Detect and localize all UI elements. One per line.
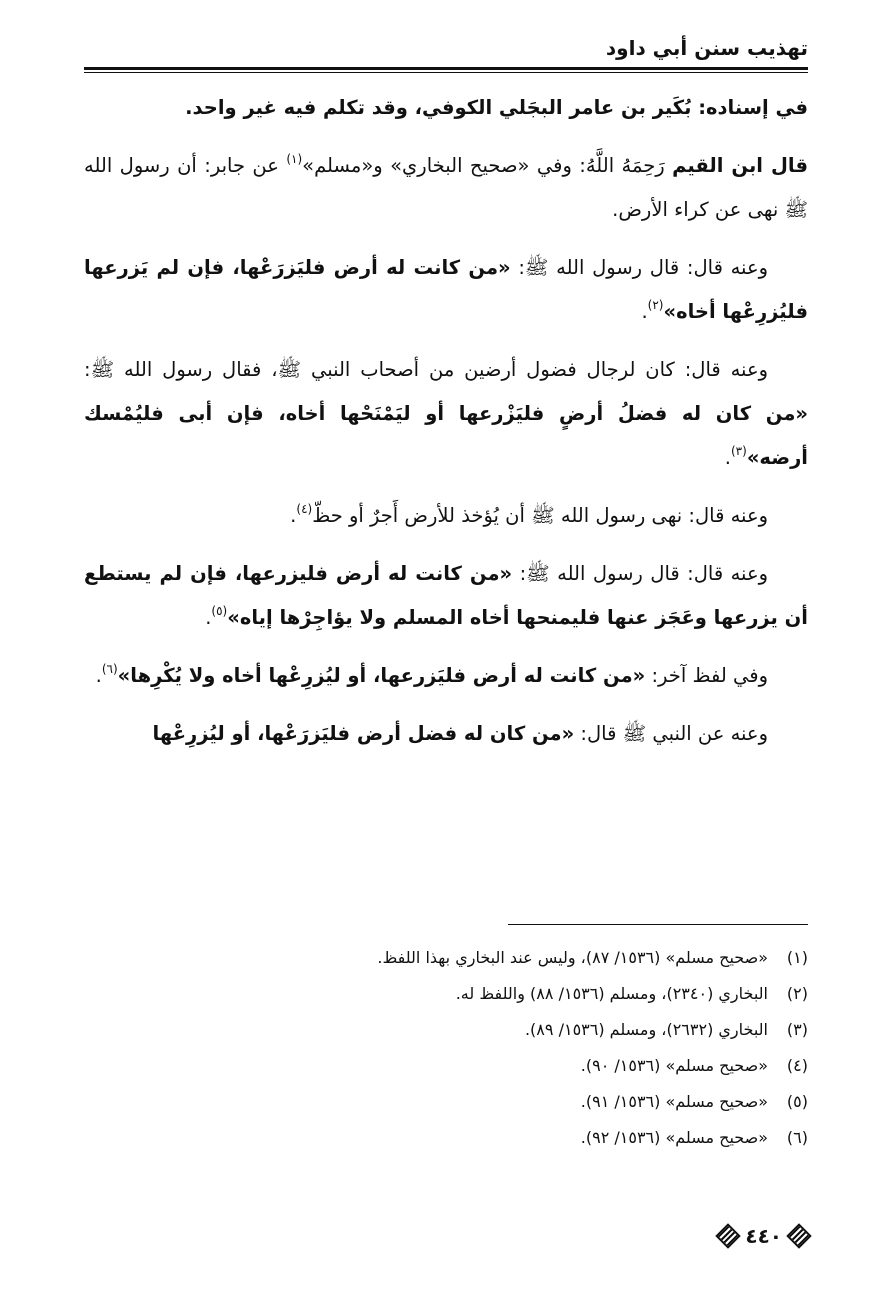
hadith-quote: «من كان له فضل أرض فليَزرَعْها، أو ليُزرِعْها	[152, 722, 575, 745]
page-footer	[719, 1222, 808, 1250]
footnote-2: (٢) البخاري (٢٣٤٠)، ومسلم (١٥٣٦/ ٨٨) واللفظ له.	[455, 984, 808, 1003]
geometric-ornament-icon	[716, 1223, 741, 1248]
paragraph-7: وفي لفظ آخر: «من كانت له أرض فليَزرعها، أو ليُزرِعْها أخاه ولا يُكْرِها»$^{(٦)}$.	[95, 662, 768, 687]
hadith-quote: «من كانت له أرض فليَزرعها، أو ليُزرِعْها أخاه ولا يُكْرِها»	[117, 664, 646, 687]
footnote-ref-2[interactable]: (٢)	[647, 298, 664, 312]
footnote-ref-1[interactable]: (١)	[286, 152, 303, 166]
page-number: ٤٤٠	[745, 1224, 782, 1248]
paragraph-5: وعنه قال: نهى رسول الله ﷺ أن يُؤخذ للأرض أَجرٌ أو حظّ$^{(٤)}$.	[290, 502, 768, 527]
footnote-separator	[508, 924, 808, 925]
footnote-ref-6[interactable]: (٦)	[101, 662, 118, 676]
header-rule-thin	[84, 72, 808, 73]
hadith-quote: «من كانت له أرض فليزرعها، فإن لم يستطع أن يزرعها وعَجَز عنها فليمنحها أخاه المسلم ولا يؤاجِرْها إياه»	[84, 562, 808, 629]
hadith-quote: «من كان له فضلُ أرضٍ فليَزْرعها أو ليَمْنَحْها أخاه، فإن أبى فليُمْسك أرضه»	[84, 402, 808, 469]
book-title: تهذيب سنن أبي داود	[605, 36, 808, 60]
footnote-ref-4[interactable]: (٤)	[296, 502, 313, 516]
paragraph-2: قال ابن القيم رَحِمَهُ اللَّهُ: وفي «صحيح البخاري» و«مسلم»$^{(١)}$ عن جابر: أن رسول الله ﷺ نهى عن كراء الأرض.	[84, 152, 809, 221]
paragraph-6: وعنه قال: قال رسول الله ﷺ: «من كانت له أرض فليزرعها، فإن لم يستطع أن يزرعها وعَجَز عنها فليمنحها أخاه المسلم ولا يؤاجِرْها إياه»$^{(٥)}$.	[84, 562, 808, 629]
paragraph-3: وعنه قال: قال رسول الله ﷺ: «من كانت له أرض فليَزرَعْها، فإن لم يَزرعها فليُزرِعْها أخاه»$^{(٢)}$.	[84, 256, 808, 323]
footnotes	[84, 940, 808, 1156]
main-text	[84, 86, 808, 770]
paragraph-1: في إسناده: بُكَير بن عامر البجَلي الكوفي، وقد تكلم فيه غير واحد.	[185, 96, 808, 119]
footnote-1: (١) «صحيح مسلم» (١٥٣٦/ ٨٧)، وليس عند البخاري بهذا اللفظ.	[377, 948, 808, 967]
footnote-ref-3[interactable]: (٣)	[730, 444, 747, 458]
footnote-5: (٥) «صحيح مسلم» (١٥٣٦/ ٩١).	[580, 1092, 808, 1111]
geometric-ornament-icon	[786, 1223, 811, 1248]
paragraph-8: وعنه عن النبي ﷺ قال: «من كان له فضل أرض فليَزرَعْها، أو ليُزرِعْها	[152, 722, 768, 745]
footnote-6: (٦) «صحيح مسلم» (١٥٣٦/ ٩٢).	[580, 1128, 808, 1147]
header-rule-thick	[84, 67, 808, 70]
footnote-3: (٣) البخاري (٢٦٣٢)، ومسلم (١٥٣٦/ ٨٩).	[524, 1020, 808, 1039]
author-attribution: قال ابن القيم	[672, 154, 809, 177]
hadith-quote: «من كانت له أرض فليَزرَعْها، فإن لم يَزرعها فليُزرِعْها أخاه»	[84, 256, 808, 323]
footnote-4: (٤) «صحيح مسلم» (١٥٣٦/ ٩٠).	[580, 1056, 808, 1075]
footnote-ref-5[interactable]: (٥)	[211, 604, 228, 618]
paragraph-4: وعنه قال: كان لرجال فضول أرضين من أصحاب النبي ﷺ، فقال رسول الله ﷺ: «من كان له فضلُ أرضٍ فليَزْرعها أو ليَمْنَحْها أخاه، فإن أبى فليُمْسك أرضه»$^{(٣)}$.	[84, 358, 808, 469]
running-header	[84, 34, 808, 74]
